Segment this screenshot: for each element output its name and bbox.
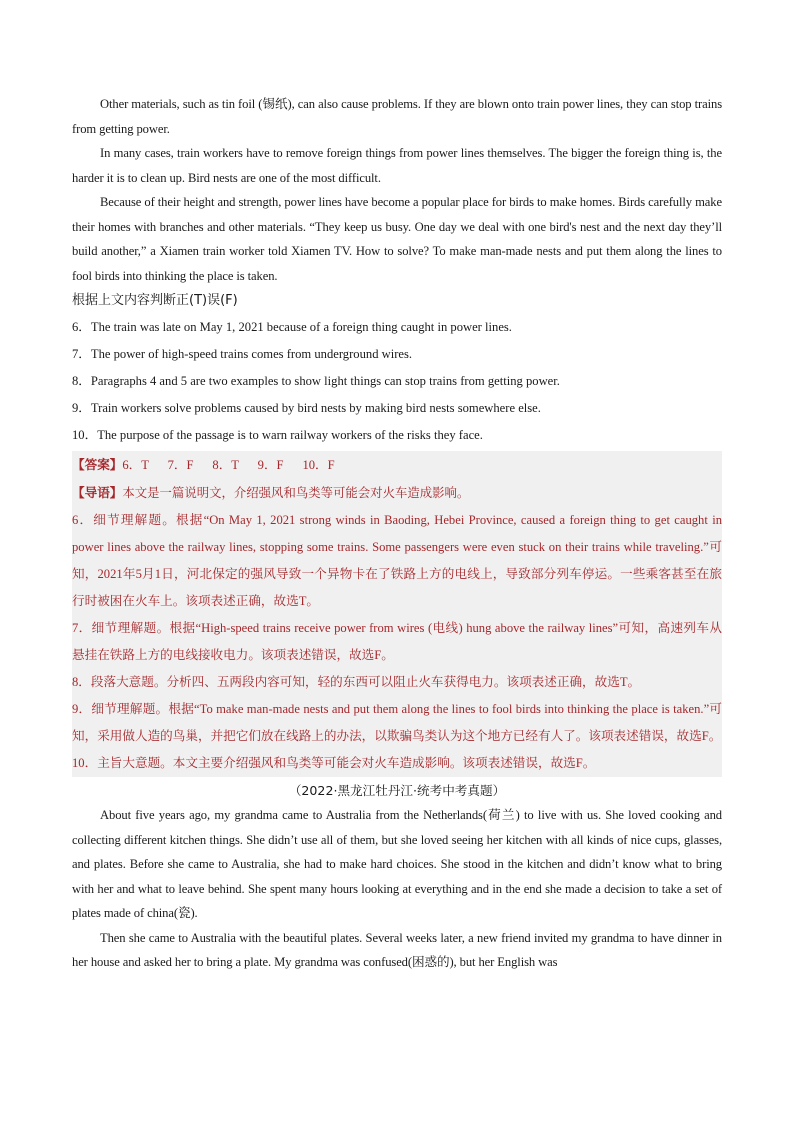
source-citation: （2022·黑龙江牡丹江·统考中考真题）	[288, 783, 506, 798]
document-page	[72, 92, 722, 975]
explanation-10: 10．主旨大意题。本文主要介绍强风和鸟类等可能会对火车造成影响。该项表述错误，故选F。	[72, 756, 596, 770]
answer-line	[72, 451, 722, 479]
question-list	[72, 314, 722, 449]
explanation-7: 7．细节理解题。根据“High-speed trains receive power from wires (电线) hung above the railway lines”可知，高速列车从悬挂在铁路上方的电线接收电力。该项表述错误，故选F。	[72, 621, 722, 662]
passage2-paragraph-2: Then she came to Australia with the beautiful plates. Several weeks later, a new friend invited my grandma to have dinner in her house and asked her to bring a plate. My grandma was confused(困惑的), but her English was	[72, 930, 722, 969]
answer-block	[72, 451, 722, 777]
guide-tag: 【导语】	[72, 485, 123, 500]
question-10: 10．The purpose of the passage is to warn railway workers of the risks they face.	[72, 428, 483, 442]
question-8: 8．Paragraphs 4 and 5 are two examples to show light things can stop trains from getting power.	[72, 374, 560, 388]
guide-line	[72, 479, 722, 507]
answer-tag: 【答案】	[72, 457, 123, 472]
guide-text: 本文是一篇说明文，介绍强风和鸟类等可能会对火车造成影响。	[122, 485, 470, 500]
question-6: 6．The train was late on May 1, 2021 because of a foreign thing caught in power lines.	[72, 320, 512, 334]
passage1-paragraph-2: In many cases, train workers have to remove foreign things from power lines themselves. The bigger the foreign thing is, the harder it is to clean up. Bird nests are one of the most difficult.	[72, 146, 722, 185]
instruction: 根据上文内容判断正(T)误(F)	[72, 293, 238, 308]
passage2-paragraph-1: About five years ago, my grandma came to Australia from the Netherlands(荷兰) to live with us. She loved cooking and collecting different kitchen things. She didn’t use all of them, but she loved seeing her kitchen with all kinds of nice cups, glasses, and plates. Before she came to Australia, she had to make hard choices. She stood in the kitchen and didn’t know what to bring with her and what to leave behind. She spent many hours looking at everything and in the end she made a decision to take a set of plates made of china(瓷).	[72, 808, 722, 920]
answer-text: 6．T 7．F 8．T 9．F 10．F	[122, 458, 335, 472]
explanation-6: 6．细节理解题。根据“On May 1, 2021 strong winds in Baoding, Hebei Province, caused a foreign thing to get caught in power lines above the railway lines, stopping some trains. Some passengers were even stuck on their trains while traveling.”可知，2021年5月1日，河北保定的强风导致一个异物卡在了铁路上方的电线上，导致部分列车停运。一些乘客甚至在旅行时被困在火车上。该项表述正确，故选T。	[72, 513, 722, 608]
question-7: 7．The power of high-speed trains comes from underground wires.	[72, 347, 413, 361]
explanation-9: 9．细节理解题。根据“To make man-made nests and put them along the lines to fool birds into thinking the place is taken.”可知，采用做人造的鸟巢，并把它们放在线路上的办法，以欺骗鸟类认为这个地方已经有人了。该项表述错误，故选F。	[72, 702, 722, 743]
question-9: 9．Train workers solve problems caused by bird nests by making bird nests somewhere else.	[72, 401, 541, 415]
passage1-paragraph-3: Because of their height and strength, power lines have become a popular place for birds to make homes. Birds carefully make their homes with branches and other materials. “They keep us busy. One day we deal with one bird's nest and the next day they’ll build another,” a Xiamen train worker told Xiamen TV. How to solve? To make man-made nests and put them along the lines to fool birds into thinking the place is taken.	[72, 195, 722, 283]
explanation-8: 8．段落大意题。分析四、五两段内容可知，轻的东西可以阻止火车获得电力。该项表述正确，故选T。	[72, 675, 641, 689]
passage1-paragraph-1: Other materials, such as tin foil (锡纸), can also cause problems. If they are blown onto train power lines, they can stop trains from getting power.	[72, 97, 722, 136]
